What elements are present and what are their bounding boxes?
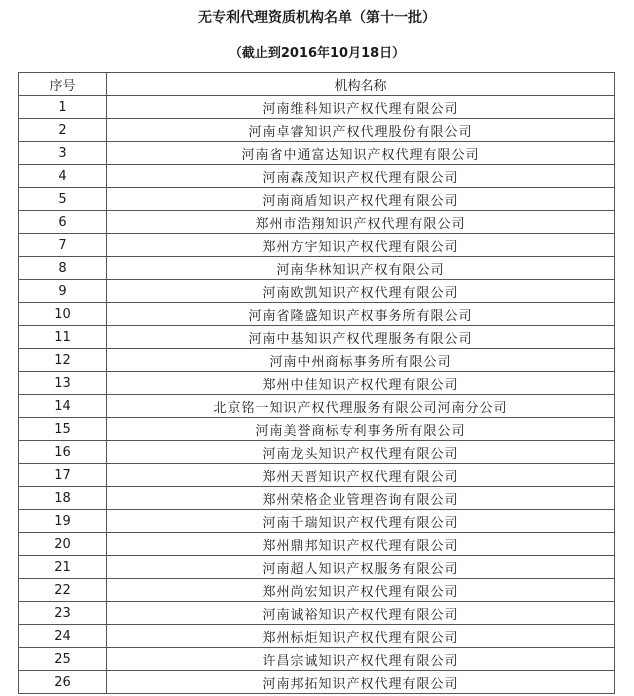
organization-name: 河南欧凯知识产权代理有限公司	[107, 280, 615, 303]
table-row	[19, 165, 615, 188]
row-number: 23	[19, 602, 107, 625]
row-number: 13	[19, 372, 107, 395]
table-row	[19, 625, 615, 648]
row-number: 26	[19, 671, 107, 694]
row-number: 8	[19, 257, 107, 280]
table-row	[19, 234, 615, 257]
row-number: 1	[19, 96, 107, 119]
table-body	[19, 96, 615, 694]
row-number: 24	[19, 625, 107, 648]
table-row	[19, 303, 615, 326]
table-header-row	[19, 73, 615, 96]
table-row	[19, 257, 615, 280]
organization-name: 河南诚裕知识产权代理有限公司	[107, 602, 615, 625]
table-row	[19, 280, 615, 303]
column-header-org-name: 机构名称	[107, 73, 615, 96]
organization-name: 河南森茂知识产权代理有限公司	[107, 165, 615, 188]
row-number: 5	[19, 188, 107, 211]
row-number: 20	[19, 533, 107, 556]
row-number: 19	[19, 510, 107, 533]
organization-table	[18, 72, 615, 694]
row-number: 17	[19, 464, 107, 487]
organization-name: 郑州天晋知识产权代理有限公司	[107, 464, 615, 487]
organization-name: 河南中基知识产权代理服务有限公司	[107, 326, 615, 349]
organization-name: 河南商盾知识产权代理有限公司	[107, 188, 615, 211]
table-row	[19, 211, 615, 234]
row-number: 22	[19, 579, 107, 602]
table-row	[19, 372, 615, 395]
row-number: 14	[19, 395, 107, 418]
table-row	[19, 142, 615, 165]
organization-name: 郑州尚宏知识产权代理有限公司	[107, 579, 615, 602]
organization-name: 郑州鼎邦知识产权代理有限公司	[107, 533, 615, 556]
organization-name: 许昌宗诚知识产权代理有限公司	[107, 648, 615, 671]
table-row	[19, 418, 615, 441]
table-row	[19, 556, 615, 579]
table-row	[19, 648, 615, 671]
column-header-number: 序号	[19, 73, 107, 96]
organization-name: 郑州标炬知识产权代理有限公司	[107, 625, 615, 648]
table-row	[19, 533, 615, 556]
row-number: 2	[19, 119, 107, 142]
row-number: 9	[19, 280, 107, 303]
organization-name: 河南省隆盛知识产权事务所有限公司	[107, 303, 615, 326]
row-number: 15	[19, 418, 107, 441]
organization-name: 郑州中佳知识产权代理有限公司	[107, 372, 615, 395]
table-row	[19, 510, 615, 533]
organization-name: 河南中州商标事务所有限公司	[107, 349, 615, 372]
row-number: 18	[19, 487, 107, 510]
document-subtitle: （截止到2016年10月18日）	[228, 46, 406, 61]
organization-name: 北京铭一知识产权代理服务有限公司河南分公司	[107, 395, 615, 418]
organization-name: 河南维科知识产权代理有限公司	[107, 96, 615, 119]
row-number: 25	[19, 648, 107, 671]
table-row	[19, 326, 615, 349]
table-row	[19, 395, 615, 418]
organization-name: 河南省中通富达知识产权代理有限公司	[107, 142, 615, 165]
row-number: 4	[19, 165, 107, 188]
table-row	[19, 464, 615, 487]
row-number: 7	[19, 234, 107, 257]
organization-name: 河南华林知识产权有限公司	[107, 257, 615, 280]
row-number: 16	[19, 441, 107, 464]
organization-name: 河南龙头知识产权代理有限公司	[107, 441, 615, 464]
organization-name: 河南邦拓知识产权代理有限公司	[107, 671, 615, 694]
table-row	[19, 188, 615, 211]
organization-name: 河南美誉商标专利事务所有限公司	[107, 418, 615, 441]
row-number: 11	[19, 326, 107, 349]
table-row	[19, 487, 615, 510]
row-number: 6	[19, 211, 107, 234]
table-row	[19, 96, 615, 119]
table-row	[19, 349, 615, 372]
organization-name: 郑州荣格企业管理咨询有限公司	[107, 487, 615, 510]
organization-name: 河南卓睿知识产权代理股份有限公司	[107, 119, 615, 142]
document-title: 无专利代理资质机构名单（第十一批）	[198, 10, 436, 26]
table-row	[19, 441, 615, 464]
organization-name: 郑州方宇知识产权代理有限公司	[107, 234, 615, 257]
row-number: 21	[19, 556, 107, 579]
table-row	[19, 579, 615, 602]
table-row	[19, 119, 615, 142]
table-row	[19, 602, 615, 625]
row-number: 12	[19, 349, 107, 372]
organization-name: 河南超人知识产权服务有限公司	[107, 556, 615, 579]
organization-name: 郑州市浩翔知识产权代理有限公司	[107, 211, 615, 234]
table-row	[19, 671, 615, 694]
row-number: 3	[19, 142, 107, 165]
row-number: 10	[19, 303, 107, 326]
organization-name: 河南千瑞知识产权代理有限公司	[107, 510, 615, 533]
